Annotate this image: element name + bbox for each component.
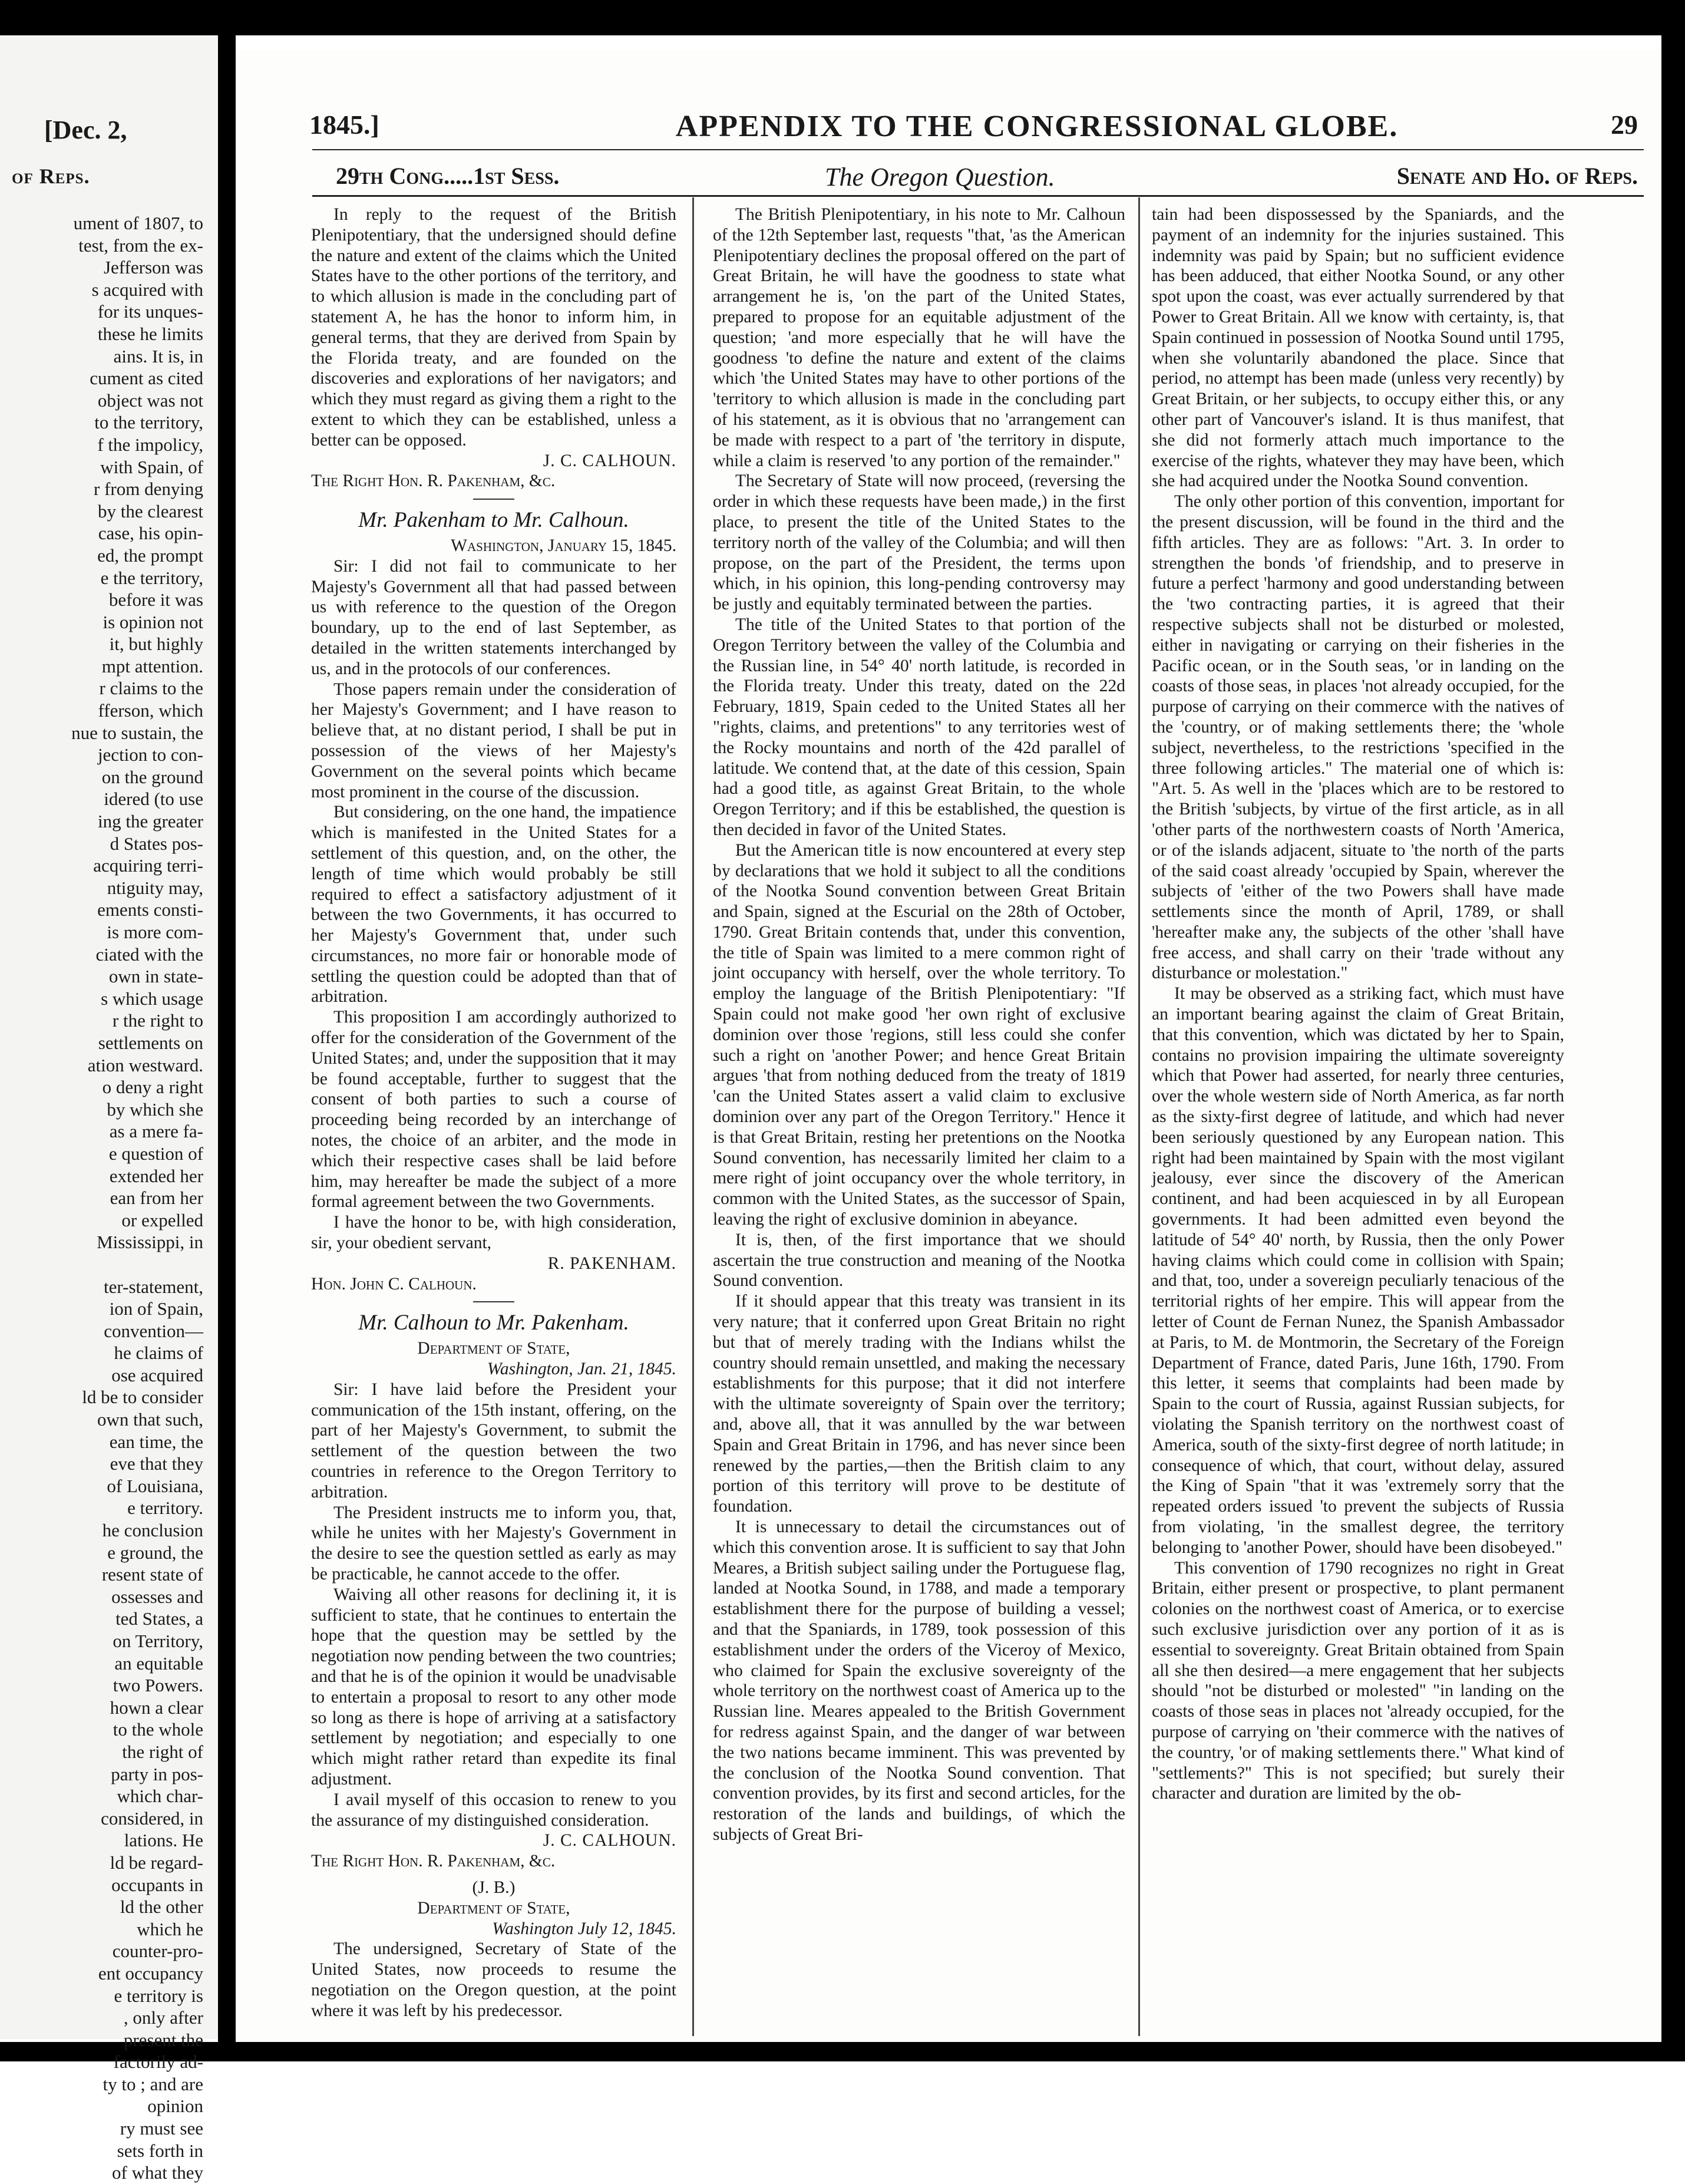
left-page-line: by the clearest xyxy=(97,500,203,522)
left-page-line: ing the greater xyxy=(97,811,203,832)
dateline: Washington July 12, 1845. xyxy=(492,1919,676,1938)
left-page-line: considered, in xyxy=(101,1807,203,1829)
left-page-line: before it was xyxy=(108,589,203,611)
left-page-line: Jefferson was xyxy=(103,257,203,278)
left-page-line: is opinion not xyxy=(103,611,203,632)
dateline: Washington, Jan. 21, 1845. xyxy=(487,1360,676,1379)
left-page-line: factorily ad- xyxy=(113,2051,203,2073)
left-page-line: mpt attention. xyxy=(101,655,203,677)
left-page-line: ains. It is, in xyxy=(113,345,203,367)
left-page-line: these he limits xyxy=(97,323,203,344)
left-page-line xyxy=(0,1253,203,1276)
left-page-line: present the xyxy=(123,2029,203,2050)
left-page-line: or expelled xyxy=(121,1209,203,1230)
paragraph: Sir: I have laid before the President your communication of the 15th instant, offering, on the part of her Majesty's Government, to submit the settlement of the question between the two countries in reference to the Oregon Territory to arbitration. xyxy=(311,1380,676,1502)
addressee: The Right Hon. R. Pakenham, &c. xyxy=(311,1852,556,1871)
section-divider xyxy=(473,1301,514,1302)
left-page-line: of Louisiana, xyxy=(107,1475,203,1496)
left-page-line: s acquired with xyxy=(91,279,203,300)
left-page-line: as a mere fa- xyxy=(109,1121,203,1142)
left-page-line: d States pos- xyxy=(110,833,203,854)
column-rule-2 xyxy=(1138,197,1140,2036)
left-page-line: object was not xyxy=(97,390,203,411)
left-page-line: ter-statement, xyxy=(104,1276,203,1297)
column-2 xyxy=(713,204,1125,1845)
left-page-line: ion of Spain, xyxy=(109,1298,203,1319)
left-page-line: for its unques- xyxy=(97,301,203,322)
left-page-line: sets forth in xyxy=(117,2140,203,2161)
paragraph: The Secretary of State will now proceed, (reversing the order in which these requests have been made,) in the first place, to present the title of the United States to the territory north of the valley of the Columbia; and will then propose, on the part of the President, the terms upon which, in his opinion, this long-pending controversy may be justly and equitably terminated between the parties. xyxy=(713,471,1125,614)
left-page-line: r claims to the xyxy=(99,678,203,699)
left-page-line: ld be to consider xyxy=(82,1387,203,1408)
scan-border-right xyxy=(1661,0,1685,2061)
paragraph: The undersigned, Secretary of State of the United States, now proceeds to resume the negotiation on the Oregon question, at the point where it was left by his predecessor. xyxy=(311,1939,676,2020)
left-page-line: ent occupancy xyxy=(98,1962,203,1984)
left-page-line: ed, the prompt xyxy=(97,545,203,566)
left-page-line: party in pos- xyxy=(111,1763,203,1784)
left-page-line: e the territory, xyxy=(100,567,203,588)
column-3 xyxy=(1152,204,1564,1804)
paragraph: The President instructs me to inform you, that, while he unites with her Majesty's Government in the desire to see the question settled as early as may be practicable, he cannot accede to the offer. xyxy=(311,1503,676,1583)
left-page-line: resent state of xyxy=(101,1564,203,1585)
column-1 xyxy=(311,204,676,2021)
left-page-line: o deny a right xyxy=(102,1077,203,1098)
left-page-line: ciated with the xyxy=(95,943,203,965)
left-page-line: , only after xyxy=(123,2007,203,2028)
paragraph: It is, then, of the first importance that we should ascertain the true construction and meaning of the Nootka Sound convention. xyxy=(713,1230,1125,1291)
left-page-line: jection to con- xyxy=(97,744,203,766)
signature: J. C. CALHOUN. xyxy=(543,451,676,470)
paragraph: The title of the United States to that portion of the Oregon Territory between the valley of the Columbia and the Russian line, in 54° 40' north latitude, is recorded in the Florida treaty. Under this treaty, dated on the 22d February, 1819, Spain ceded to the United States all her "rights, claims, and pretentions" to any territories west of the Rocky mountains and north of the 42d parallel of latitude. We contend that, at the date of this cession, Spain had a good title, as against Great Britain, to the whole Oregon Territory; and if this be established, the question is then decided in favor of the United States. xyxy=(713,615,1125,839)
left-page-line: which char- xyxy=(117,1786,203,1807)
left-page-line: on the ground xyxy=(101,766,203,787)
left-page-line: r from denying xyxy=(94,479,203,500)
subheader-rule xyxy=(312,195,1644,197)
paragraph: tain had been dispossessed by the Spaniards, and the payment of an indemnity for the injuries sustained. This indemnity was paid by Spain; but no sufficient evidence has been adduced, that either Nootka Sound, or any other spot upon the coast, was ever actually surrendered by that Power to Great Britain. All we know with certainty, is, that Spain continued in possession of Nootka Sound until 1795, when she voluntarily abandoned the place. Since that period, no attempt has been made (unless very recently) by Great Britain, or her subjects, to occupy either this, or any other part of Vancouver's island. It is thus manifest, that she did not formerly attach much importance to the exercise of the rights, whatever they may have been, which she had acquired under the Nootka Sound convention. xyxy=(1152,205,1564,491)
enclosure-label: (J. B.) xyxy=(472,1878,516,1897)
left-page-text xyxy=(0,212,203,2184)
scan-border-bottom xyxy=(0,2042,1685,2061)
paragraph: If it should appear that this treaty was transient in its very nature; that it conferred upon Great Britain no right but that of merely trading with the Indians whilst the country should remain unsettled, and making the necessary establishments for this purpose; that it did not interfere with the ultimate sovereignty of Spain over the territory; and, above all, that it was annulled by the war between Spain and Great Britain in 1796, and has never since been renewed by the parties,—then the British claim to any portion of this territory will prove to be destitute of foundation. xyxy=(713,1292,1125,1516)
left-page-fragment xyxy=(0,35,218,2183)
paragraph: I avail myself of this occasion to renew to you the assurance of my distinguished consideration. xyxy=(311,1790,676,1830)
left-page-line: e question of xyxy=(108,1143,203,1164)
left-page-line: idered (to use xyxy=(104,789,203,810)
paragraph: Waiving all other reasons for declining it, it is sufficient to state, that he continues to entertain the hope that the question may be settled by the negotiation now pending between the two countries; and that he is of the opinion it would be unadvisable to entertain a proposal to resort to any other mode so long as there is hope of arriving at a satisfactory settlement by negotiation; and especially to one which might rather retard than expedite its final adjustment. xyxy=(311,1585,676,1789)
left-page-line: an equitable xyxy=(114,1652,203,1674)
congress-session: 29th Cong.....1st Sess. xyxy=(336,163,560,189)
paragraph: Sir: I did not fail to communicate to her Majesty's Government all that had passed between us with reference to the question of the Oregon boundary, up to the end of last September, as detailed in the written statements interchanged by us, and in the protocols of our conferences. xyxy=(311,556,676,678)
left-page-line: two Powers. xyxy=(113,1675,203,1696)
left-page-line: ld the other xyxy=(120,1896,203,1918)
left-page-line: ean time, the xyxy=(109,1431,203,1452)
left-page-line: hown a clear xyxy=(110,1697,203,1718)
paragraph: I have the honor to be, with high consideration, sir, your obedient servant, xyxy=(311,1213,676,1253)
left-page-line: ntiguity may, xyxy=(107,877,203,898)
left-page-line: ld be regard- xyxy=(110,1852,203,1873)
left-page-line: cument as cited xyxy=(90,368,203,389)
department-line: Department of State, xyxy=(417,1339,570,1358)
left-page-line: ted States, a xyxy=(115,1608,203,1629)
left-page-line: e territory. xyxy=(127,1497,203,1519)
department-line: Department of State, xyxy=(417,1898,570,1918)
left-page-line: ument of 1807, to xyxy=(73,213,203,233)
addressee: The Right Hon. R. Pakenham, &c. xyxy=(311,471,556,491)
left-page-line: eve that they xyxy=(110,1453,203,1474)
left-page-line: own in state- xyxy=(108,966,203,987)
left-page-line: to the territory, xyxy=(94,412,203,433)
paragraph: This convention of 1790 recognizes no right in Great Britain, either present or prospective, to plant permanent colonies on the northwest coast of America, or to exercise such exclusive jurisdiction over any portion of it as is essential to sovereignty. Great Britain obtained from Spain all she then desired—a mere engagement that her subjects should "not be disturbed or molested" "in landing on the coasts of those seas in places not 'already occupied, for the purpose of carrying on 'their commerce with the natives of the country, 'or of making settlements there." What kind of "settlements?" This is not specified; but surely their character and duration are limited by the ob- xyxy=(1152,1558,1564,1803)
left-page-line: by which she xyxy=(107,1098,203,1120)
paragraph: It may be observed as a striking fact, which must have an important bearing against the claim of Great Britain, that this convention, which was dictated by her to Spain, contains no provision impairing the ultimate sovereignty which that Power had asserted, for nearly three centuries, over the whole western side of North America, as far north as the sixty-first degree of latitude, and which had never been seriously questioned by any European nation. This right had been maintained by Spain with the most vigilant jealousy, ever since the discovery of the American continent, and had been acquiesced in by all European governments. It had been admitted even beyond the latitude of 54° 40' north, by Russia, then the only Power having claims which could come in collision with Spain; and that, too, under a sovereign peculiarly tenacious of the territorial rights of her empire. This will appear from the letter of Count de Fernan Nunez, the Spanish Ambassador at Paris, to M. de Montmorin, the Secretary of the Foreign Department of France, dated Paris, June 16th, 1790. From this letter, it seems that complaints had been made by Spain to the court of Russia, against Russian subjects, for violating the Spanish territory on the northwest coast of America, south of the sixty-first degree of north latitude; in consequence of which, that court, without delay, assured the King of Spain "that it was 'extremely sorry that the repeated orders issued 'to prevent the subjects of Russia from violating, 'in the smallest degree, the territory belonging to 'another Power, should have been disobeyed." xyxy=(1152,984,1564,1557)
left-page-line: own that such, xyxy=(97,1409,203,1430)
paragraph: In reply to the request of the British Plenipotentiary, that the undersigned should define the nature and extent of the claims which the United States have to the other portions of the territory, and to which allusion is made in the concluding part of statement A, he has the honor to inform him, in general terms, that they are derived from Spain by the Florida treaty, and are founded on the discoveries and explorations of her navigators; and which they must regard as giving them a right to the extent to which they can be established, unless a better can be opposed. xyxy=(311,205,676,450)
left-page-line: f the impolicy, xyxy=(97,434,203,455)
paragraph: The only other portion of this convention, important for the present discussion, will be found in the third and the fifth articles. They are as follows: "Art. 3. In order to strengthen the bonds 'of friendship, and to preserve in future a perfect 'harmony and good understanding between the 'two contracting parties, it is agreed that their respective subjects shall not be disturbed or molested, either in navigating or carrying on their fisheries in the Pacific ocean, or in the South seas, 'or in landing on the coasts of those seas, in places 'not already occupied, for the purpose of carrying on their commerce with the natives of the 'country, or of making settlements there; the 'whole subject, nevertheless, to the restrictions 'specified in the three following articles." The material one of which is: "Art. 5. As well in the 'places which are to be restored to the British 'subjects, by virtue of the first article, as in all 'other parts of the northwestern coasts of North 'America, or of the islands adjacent, situate to 'the north of the parts of the said coast already 'occupied by Spain, wherever the subjects of 'either of the two Powers shall have made settlements since the month of April, 1789, or shall 'hereafter make any, the subjects of the other 'shall have free access, and shall carry on their 'trade without any disturbance or molestation." xyxy=(1152,492,1564,983)
left-page-line: to the whole xyxy=(113,1719,203,1740)
letter-heading: Mr. Pakenham to Mr. Calhoun. xyxy=(358,508,629,533)
left-page-line: extended her xyxy=(109,1165,203,1186)
signature: J. C. CALHOUN. xyxy=(543,1831,676,1850)
paragraph: It is unnecessary to detail the circumstances out of which this convention arose. It is sufficient to say that John Meares, a British subject sailing under the Portuguese flag, landed at Nootka Sound, in 1788, and made a temporary establishment there for the purpose of building a vessel; and that the Spaniards, in 1789, took possession of this establishment under the orders of the Viceroy of Mexico, who claimed for Spain the exclusive sovereignty of the whole territory on the northwest coast of America up to the Russian line. Meares appealed to the British Government for redress against Spain, and the danger of war between the two nations became imminent. This was prevented by the conclusion of the Nootka Sound convention. That convention provides, by its first and second articles, for the restoration of the lands and buildings, of which the subjects of Great Bri- xyxy=(713,1517,1125,1844)
paragraph: The British Plenipotentiary, in his note to Mr. Calhoun of the 12th September last, requests "that, 'as the American Plenipotentiary declines the proposal offered on the part of Great Britain, he will have the goodness to state what arrangement he is, 'on the part of the United States, prepared to propose for an equitable adjustment of the question; 'and more especially that he will have the goodness 'to define the nature and extent of the claims which 'the United States may have to other portions of the 'territory to which allusion is made in the concluding part of his statement, as it is obvious that no 'arrangement can be made with respect to a part of 'the territory in dispute, while a claim is reserved 'to any portion of the remainder." xyxy=(713,205,1125,470)
dateline: Washington, January 15, 1845. xyxy=(451,536,676,555)
left-page-line: is more com- xyxy=(107,922,203,942)
left-page-line: e territory is xyxy=(114,1985,203,2006)
left-page-line: s which usage xyxy=(101,988,203,1009)
newspaper-page xyxy=(236,50,1661,2042)
left-page-line: nue to sustain, the xyxy=(71,722,203,743)
scan-border-gutter xyxy=(218,0,236,2061)
left-page-line: it, but highly xyxy=(109,634,203,655)
left-page-line: r the right to xyxy=(112,1010,203,1031)
left-page-line: ty to ; and are xyxy=(103,2073,203,2094)
publication-title: APPENDIX TO THE CONGRESSIONAL GLOBE. xyxy=(675,110,1399,143)
left-page-line: occupants in xyxy=(111,1874,203,1895)
page-number: 29 xyxy=(1611,110,1638,140)
left-page-line: convention— xyxy=(104,1320,203,1341)
left-page-line: ose acquired xyxy=(111,1364,203,1385)
paragraph: This proposition I am accordingly authorized to offer for the consideration of the Government of the United States; and, under the supposition that it may be found acceptable, further to suggest that the consent of both parties to such a course of proceeding being recorded by an interchange of notes, the choice of an arbiter, and the mode in which their respective cases shall be laid before him, may hereafter be made the subject of a more formal agreement between the two Governments. xyxy=(311,1008,676,1212)
letter-heading: Mr. Calhoun to Mr. Pakenham. xyxy=(358,1311,629,1335)
left-page-line: on Territory, xyxy=(113,1631,203,1651)
left-page-line: he claims of xyxy=(114,1342,203,1364)
left-page-line: test, from the ex- xyxy=(78,235,203,256)
scan-border-top xyxy=(0,0,1685,35)
left-page-line: ean from her xyxy=(110,1187,203,1209)
left-page-line: he conclusion xyxy=(102,1520,203,1541)
left-page-line: of what they xyxy=(112,2162,203,2183)
paragraph: Those papers remain under the consideration of her Majesty's Government; and I have reason to believe that, at no distant period, I shall be put in possession of the views of her Majesty's Government on the several points which became most prominent in the course of the discussion. xyxy=(311,679,676,801)
header-rule xyxy=(312,149,1644,150)
left-page-line: fferson, which xyxy=(98,700,203,721)
left-page-line: ry must see xyxy=(120,2118,203,2139)
left-page-subheader: of Reps. xyxy=(12,164,90,188)
left-page-line: settlements on xyxy=(98,1032,203,1053)
paragraph: But considering, on the one hand, the impatience which is manifested in the United States for a settlement of this question, and, on the other, the length of time which would probably be still required to effect a satisfactory adjustment of it between the two Governments, it has occurred to her Majesty's Government that, under such circumstances, no more fair or honorable mode of settling the question could be adopted than that of arbitration. xyxy=(311,803,676,1007)
left-page-line: case, his opin- xyxy=(98,523,203,544)
addressee: Hon. John C. Calhoun. xyxy=(311,1274,477,1294)
left-page-line: opinion xyxy=(147,2096,203,2117)
left-page-header: [Dec. 2, xyxy=(44,116,127,144)
paragraph: But the American title is now encountered at every step by declarations that we hold it subject to all the conditions of the Nootka Sound convention between Great Britain and Spain, signed at the Escurial on the 28th of October, 1790. Great Britain contends that, under this convention, the title of Spain was limited to a mere common right of joint occupancy with herself, over the whole territory. To employ the language of the British Plenipotentiary: "If Spain could not make good 'her own right of exclusive dominion over those 'regions, still less could she confer such a right on 'another Power; and hence Great Britain argues 'that from nothing deduced from the treaty of 1819 'can the United States assert a valid claim to exclusive dominion over any part of the Oregon Territory." Hence it is that Great Britain, resting her pretentions on the Nootka Sound convention, has necessarily limited her claim to a mere right of joint occupancy over the whole territory, in common with the United States, as the successor of Spain, leaving the right of exclusive dominion in abeyance. xyxy=(713,840,1125,1229)
left-page-line: the right of xyxy=(122,1741,203,1762)
column-rule-1 xyxy=(692,197,694,2036)
left-page-line: Mississippi, in xyxy=(97,1232,203,1253)
left-page-line: ation westward. xyxy=(87,1054,203,1075)
left-page-line: e ground, the xyxy=(107,1542,203,1563)
issue-date: 1845.] xyxy=(309,110,379,140)
left-page-line: lations. He xyxy=(124,1830,203,1851)
topic-title: The Oregon Question. xyxy=(825,163,1055,192)
left-page-line: with Spain, of xyxy=(100,456,203,477)
left-page-line: acquiring terri- xyxy=(93,855,203,876)
chamber-label: Senate and Ho. of Reps. xyxy=(1396,163,1638,189)
left-page-line: ossesses and xyxy=(111,1586,203,1607)
left-page-line: which he xyxy=(137,1918,203,1939)
left-page-line: counter-pro- xyxy=(112,1941,203,1962)
signature: R. PAKENHAM. xyxy=(547,1253,676,1273)
left-page-line: ements consti- xyxy=(97,899,203,921)
section-divider xyxy=(473,499,514,500)
